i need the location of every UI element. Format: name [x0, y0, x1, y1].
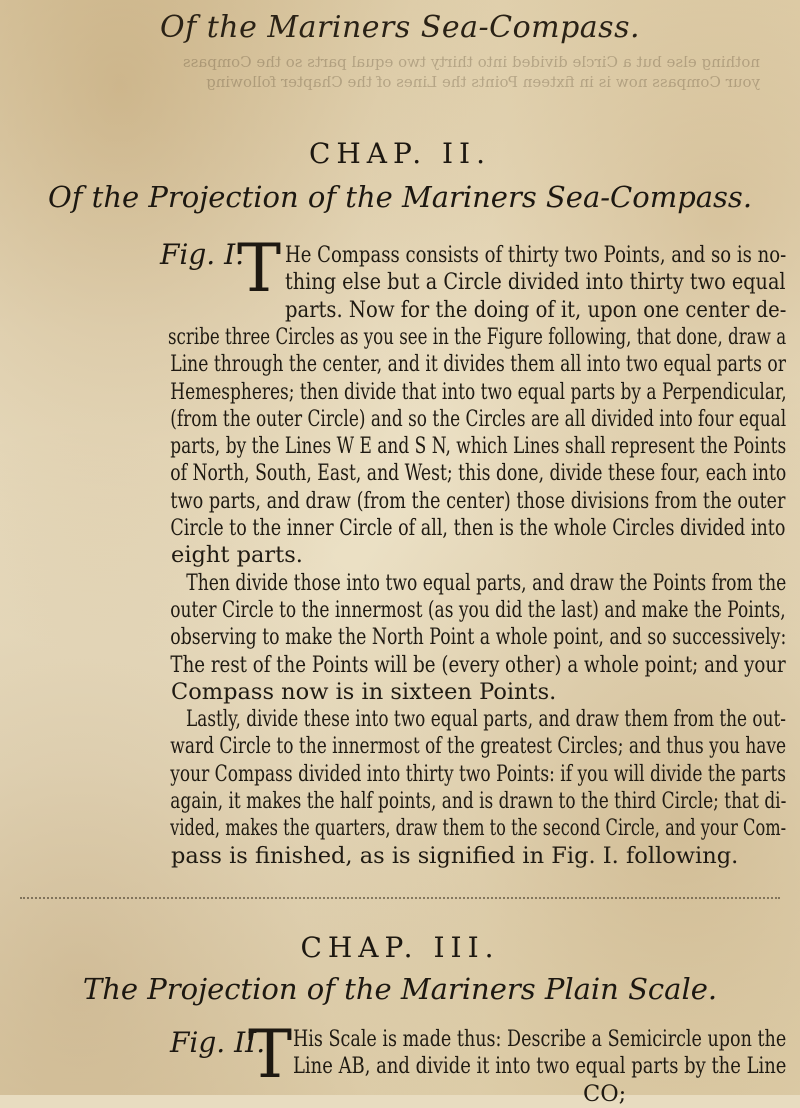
- chapter-3-figure-label: Fig. II.: [170, 1026, 266, 1059]
- chapter-2-title: Of the Projection of the Mariners Sea-Compass.: [47, 180, 753, 214]
- text-line: Then divide those into two equal parts, and draw the Points from the: [186, 569, 787, 596]
- chapter-2-heading: CHAP. II.: [308, 137, 492, 170]
- text-line: again, it makes the half points, and is drawn to the third Circle; that di-: [170, 788, 787, 815]
- text-line: outer Circle to the innermost (as you did the last) and make the Points,: [170, 596, 786, 623]
- text-line: your Compass divided into thirty two Points: if you will divide the parts: [170, 760, 786, 787]
- text-line: parts, by the Lines W E and S N, which Lines shall represent the Points: [170, 433, 787, 460]
- text-line: vided, makes the quarters, draw them to the second Circle, and your Com-: [170, 815, 787, 842]
- chapter-2-figure-label: Fig. I.: [160, 238, 245, 271]
- text-line: Line AB, and divide it into two equal parts by the Line: [293, 1053, 787, 1080]
- text-line: Lastly, divide these into two equal parts, and draw them from the out-: [186, 706, 786, 733]
- chapter-2-opening-lines: [285, 242, 800, 324]
- text-line: eight parts.: [171, 542, 303, 569]
- chapter-3-heading: CHAP. III.: [300, 931, 500, 964]
- text-line: Hemespheres; then divide that into two equal parts by a Perpendicular,: [170, 378, 787, 405]
- text-line: Circle to the inner Circle of all, then is the whole Circles divided into: [170, 515, 786, 542]
- text-line: Compass now is in sixteen Points.: [171, 678, 557, 705]
- text-line: observing to make the North Point a whole point, and so successively:: [170, 624, 787, 651]
- bleed-through-text: [40, 52, 760, 102]
- text-line: of North, South, East, and West; this done, divide these four, each into: [170, 460, 787, 487]
- running-head: Of the Mariners Sea-Compass.: [160, 10, 640, 45]
- chapter-3-title: The Projection of the Mariners Plain Scale.: [82, 972, 718, 1006]
- bleed-line: your Compass now is in fixteen Points the Lines of the Chapter following: [206, 73, 760, 91]
- chapter-2-drop-cap: T: [237, 230, 282, 307]
- text-line: thing else but a Circle divided into thirty two equal: [285, 269, 786, 296]
- chapter-3-drop-cap: T: [248, 1016, 293, 1093]
- text-line: pass is finished, as is signified in Fig. I. following.: [171, 842, 739, 869]
- text-line: two parts, and draw (from the center) those divisions from the outer: [170, 487, 786, 514]
- text-line: CO;: [583, 1080, 627, 1107]
- text-line: scribe three Circles as you see in the Figure following, that done, draw a: [168, 324, 787, 350]
- text-line: The rest of the Points will be (every other) a whole point; and your: [170, 651, 786, 678]
- bleed-line: nothing else but a Circle divided into thirty two equal parts so the Compass: [182, 53, 760, 71]
- text-line: His Scale is made thus: Describe a Semicircle upon the: [293, 1026, 787, 1052]
- section-divider: [20, 897, 780, 899]
- text-line: (from the outer Circle) and so the Circles are all divided into four equal: [170, 405, 787, 432]
- text-line: Line through the center, and it divides them all into two equal parts or: [170, 351, 786, 378]
- text-line: He Compass consists of thirty two Points, and so is no-: [285, 242, 787, 268]
- text-line: parts. Now for the doing of it, upon one center de-: [285, 296, 787, 323]
- chapter-2-body: [168, 324, 800, 870]
- chapter-3-opening-lines: [293, 1026, 800, 1108]
- text-line: ward Circle to the innermost of the greatest Circles; and thus you have: [170, 733, 787, 760]
